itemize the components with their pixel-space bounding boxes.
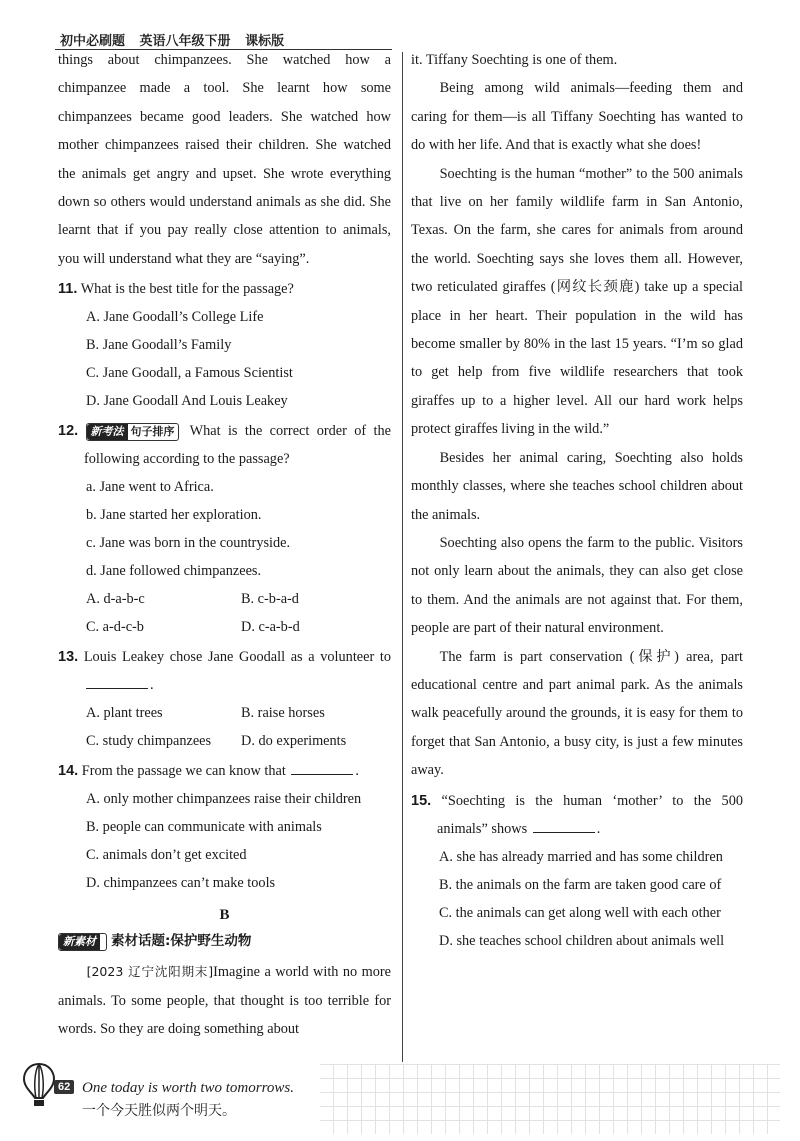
motto-chinese: 一个今天胜似两个明天。 [82, 1103, 236, 1119]
answer-options [58, 699, 391, 755]
topic-title: 素材话题:保护野生动物 [111, 933, 252, 950]
answer-option: A. plant trees [86, 705, 163, 722]
column-divider [402, 52, 403, 1062]
tag-new-label: 新素材 [59, 934, 100, 950]
answer-option: D. she teaches school children about animals well [439, 932, 725, 949]
answer-option: B. people can communicate with animals [86, 819, 322, 836]
question-stem: Louis Leakey chose Jane Goodall as a volunteer to [83, 649, 392, 666]
passage-b-text: Imagine a world with no more animals. To some people, that thought is too terrible for words. So they are doing something about [58, 964, 391, 1038]
question-stem-end: . [355, 763, 359, 780]
question-14 [58, 757, 391, 897]
question-stem: “Soechting is the human ‘mother’ to the 500 animals” shows [437, 792, 743, 837]
passage-paragraph: The farm is part conservation (保护) area, part educational centre and part animal park. As the animals walk peacefully around the grounds, it is easy for them to forget that San Antonio, a busy city, is just a few minutes away. [411, 648, 743, 779]
answer-blank [291, 760, 353, 775]
new-question-type-tag [86, 423, 179, 441]
question-number: 14. [58, 763, 79, 780]
sequence-item: a. Jane went to Africa. [86, 479, 214, 496]
question-11 [58, 275, 391, 415]
answer-option: D. c-a-b-d [241, 619, 300, 636]
question-stem: What is the best title for the passage? [80, 281, 294, 298]
new-material-tag [58, 933, 107, 951]
answer-option: C. animals don’t get excited [86, 847, 247, 864]
sequence-item: b. Jane started her exploration. [86, 507, 262, 524]
header-edition: 课标版 [245, 34, 285, 49]
passage-a-continuation: things about chimpanzees. She watched how a chimpanzee made a tool. She learnt how some chimpanzees became good leaders. She watched how mother chimpanzees raised their children. She watched the animals get angry and upset. She wrote everything down so others would understand animals as she did. She learnt that if you pay really close attention to animals, you will understand what they are “saying”. [58, 52, 391, 267]
header-series: 初中必刷题 [60, 34, 126, 49]
passage-paragraph: Besides her animal caring, Soechting also holds monthly classes, where she teaches school children about the animals. [411, 449, 743, 523]
left-column [58, 46, 391, 1043]
handwriting-grid [320, 1064, 780, 1134]
question-13 [58, 643, 391, 755]
answer-blank [86, 674, 148, 689]
question-number: 15. [411, 792, 432, 809]
answer-option: C. Jane Goodall, a Famous Scientist [86, 365, 293, 382]
answer-option: A. Jane Goodall’s College Life [86, 309, 264, 326]
motto-english: One today is worth two tomorrows. [82, 1080, 294, 1096]
question-number: 12. [58, 423, 79, 440]
section-letter: B [219, 907, 230, 924]
passage-source: [2023 辽宁沈阳期末] [86, 964, 214, 980]
page-footer [20, 1062, 780, 1137]
answer-option: D. chimpanzees can’t make tools [86, 875, 276, 892]
answer-option: A. she has already married and has some children [439, 848, 723, 865]
hot-air-balloon-icon [22, 1062, 56, 1108]
tag-new-label: 新考法 [87, 424, 128, 440]
answer-option: B. c-b-a-d [241, 591, 299, 608]
passage-paragraph: Soechting is the human “mother” to the 500 animals that live on her family wildlife farm in San Antonio, Texas. On the farm, she cares for animals from around the world. Soechting says she loves them all. However, two reticulated giraffes (网纹长颈鹿) take up a special place in her heart. Their population in the wild has become smaller by 80% in the last 15 years. “I’m so glad to get help from five wildlife researchers that took giraffes up to a higher level. All our hard work helps protect giraffes living in the wild.” [411, 165, 743, 438]
question-stem: From the passage we can know that [81, 763, 286, 780]
answer-option: C. a-d-c-b [86, 619, 144, 636]
answer-option: C. the animals can get along well with each other [439, 904, 721, 921]
answer-option: A. only mother chimpanzees raise their children [86, 791, 362, 808]
right-column [411, 46, 743, 955]
question-12 [58, 417, 391, 641]
answer-option: A. d-a-b-c [86, 591, 145, 608]
answer-option: D. do experiments [241, 733, 347, 750]
answer-option: C. study chimpanzees [86, 733, 212, 750]
question-stem-end: . [596, 820, 601, 837]
header-subject: 英语八年级下册 [139, 34, 231, 49]
answer-options [58, 585, 391, 641]
answer-option: B. the animals on the farm are taken good care of [439, 876, 722, 893]
question-number: 13. [58, 649, 79, 666]
question-15 [411, 787, 743, 955]
sequence-item: d. Jane followed chimpanzees. [86, 563, 262, 580]
question-stem-end: . [150, 677, 154, 694]
passage-paragraph: Being among wild animals—feeding them and caring for them—is all Tiffany Soechting has wanted to do with her life. And that is exactly what she does! [411, 80, 743, 154]
passage-paragraph: Soechting also opens the farm to the public. Visitors not only learn about the animals, they can also get close to them. And the animals are not against that. For them, people are part of their natural environment. [411, 534, 743, 637]
passage-b-intro [58, 958, 391, 1043]
question-stem: What is the correct order of the following according to the passage? [84, 423, 391, 468]
answer-option: B. Jane Goodall’s Family [86, 337, 232, 354]
answer-option: D. Jane Goodall And Louis Leakey [86, 393, 288, 410]
answer-option: B. raise horses [241, 705, 325, 722]
page-number: 62 [54, 1080, 74, 1094]
topic-heading [58, 930, 391, 952]
passage-paragraph: it. Tiffany Soechting is one of them. [411, 52, 618, 68]
answer-blank [533, 818, 595, 833]
question-number: 11. [58, 281, 78, 298]
tag-type-label: 句子排序 [130, 425, 175, 439]
sequence-item: c. Jane was born in the countryside. [86, 535, 291, 552]
